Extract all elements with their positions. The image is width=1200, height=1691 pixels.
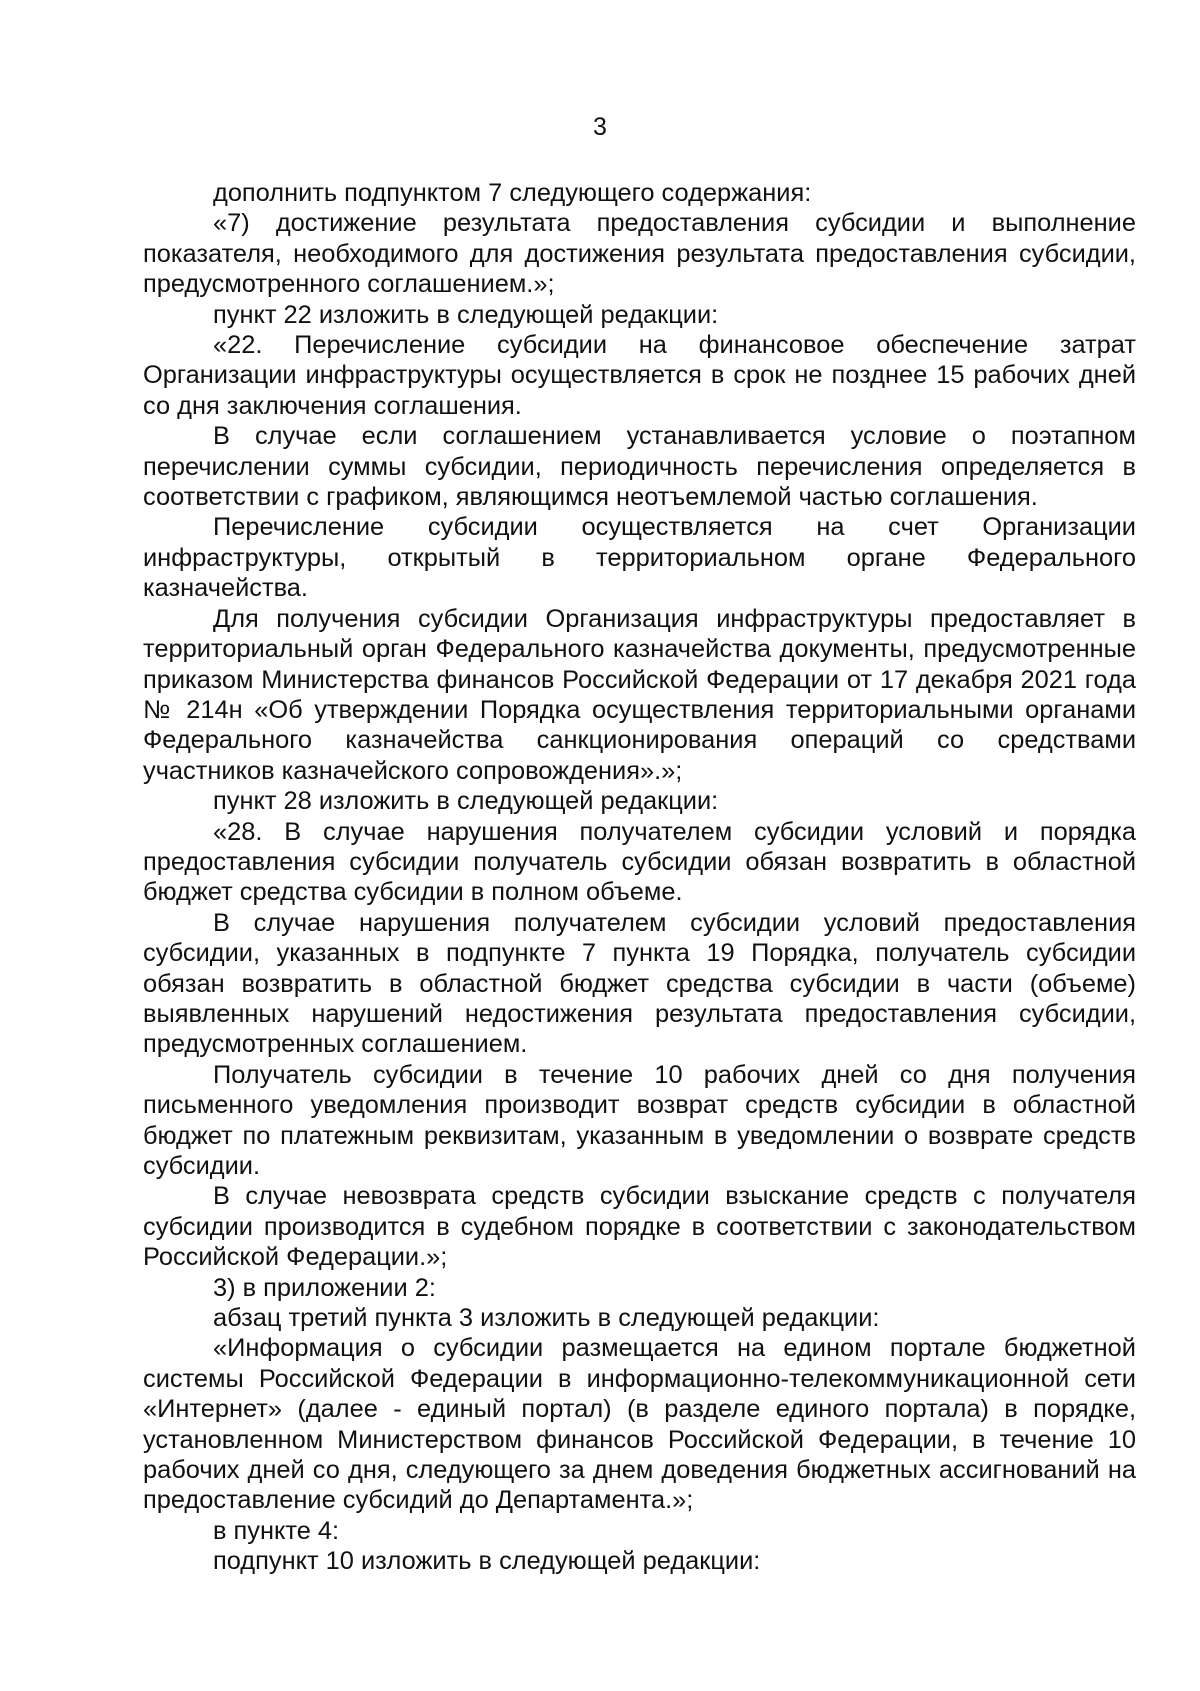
paragraph: В случае невозврата средств субсидии взыскание средств с получателя субсидии производится в судебном порядке в соответствии с законодательством Российской Федерации.»; (143, 1182, 1136, 1272)
paragraph: Перечисление субсидии осуществляется на счет Организации инфраструктуры, открытый в территориальном органе Федерального казначейства. (143, 513, 1136, 603)
paragraph: пункт 28 изложить в следующей редакции: (213, 787, 719, 816)
paragraph: В случае нарушения получателем субсидии условий предоставления субсидии, указанных в подпункте 7 пункта 19 Порядка, получатель субсидии обязан возвратить в областной бюджет средства субсидии в части (объеме) выявленных нарушений недостижения результата предоставления субсидии, предусмотренных соглашением. (143, 908, 1136, 1059)
paragraph: «Информация о субсидии размещается на едином портале бюджетной системы Российской Федерации в информационно-телекоммуникационной сети «Интернет» (далее - единый портал) (в разделе единого портала) в порядке, установленном Министерством финансов Российской Федерации, в течение 10 рабочих дней со дня, следующего за днем доведения бюджетных ассигнований на предоставление субсидий до Департамента.»; (143, 1334, 1136, 1515)
paragraph: Для получения субсидии Организация инфраструктуры предоставляет в территориальный орган Федерального казначейства документы, предусмотренные приказом Министерства финансов Российской Федерации от 17 декабря 2021 года № 214н «Об утверждении Порядка осуществления территориальными органами Федерального казначейства санкционирования операций со средствами участников казначейского сопровождения».»; (143, 604, 1136, 785)
paragraph: «22. Перечисление субсидии на финансовое обеспечение затрат Организации инфраструктуры осуществляется в срок не позднее 15 рабочих дней со дня заключения соглашения. (143, 331, 1136, 420)
paragraph: «28. В случае нарушения получателем субсидии условий и порядка предоставления субсидии получатель субсидии обязан возвратить в областной бюджет средства субсидии в полном объеме. (143, 817, 1136, 907)
paragraph: В случае если соглашением устанавливается условие о поэтапном перечислении суммы субсидии, периодичность перечисления определяется в соответствии с графиком, являющимся неотъемлемой частью соглашения. (143, 422, 1136, 512)
paragraph: подпункт 10 изложить в следующей редакции: (213, 1547, 761, 1576)
document-body (143, 178, 1136, 1577)
paragraph: абзац третий пункта 3 изложить в следующей редакции: (213, 1304, 880, 1333)
paragraph: «7) достижение результата предоставления субсидии и выполнение показателя, необходимого для достижения результата предоставления субсидии, предусмотренного соглашением.»; (143, 209, 1136, 299)
paragraph: Получатель субсидии в течение 10 рабочих дней со дня получения письменного уведомления производит возврат средств субсидии в областной бюджет по платежным реквизитам, указанным в уведомлении о возврате средств субсидии. (143, 1060, 1136, 1180)
paragraph: 3) в приложении 2: (213, 1273, 436, 1302)
paragraph: пункт 22 изложить в следующей редакции: (213, 300, 719, 329)
paragraph: в пункте 4: (213, 1516, 340, 1545)
paragraph: дополнить подпунктом 7 следующего содержания: (213, 179, 812, 207)
page-number: 3 (593, 113, 607, 141)
